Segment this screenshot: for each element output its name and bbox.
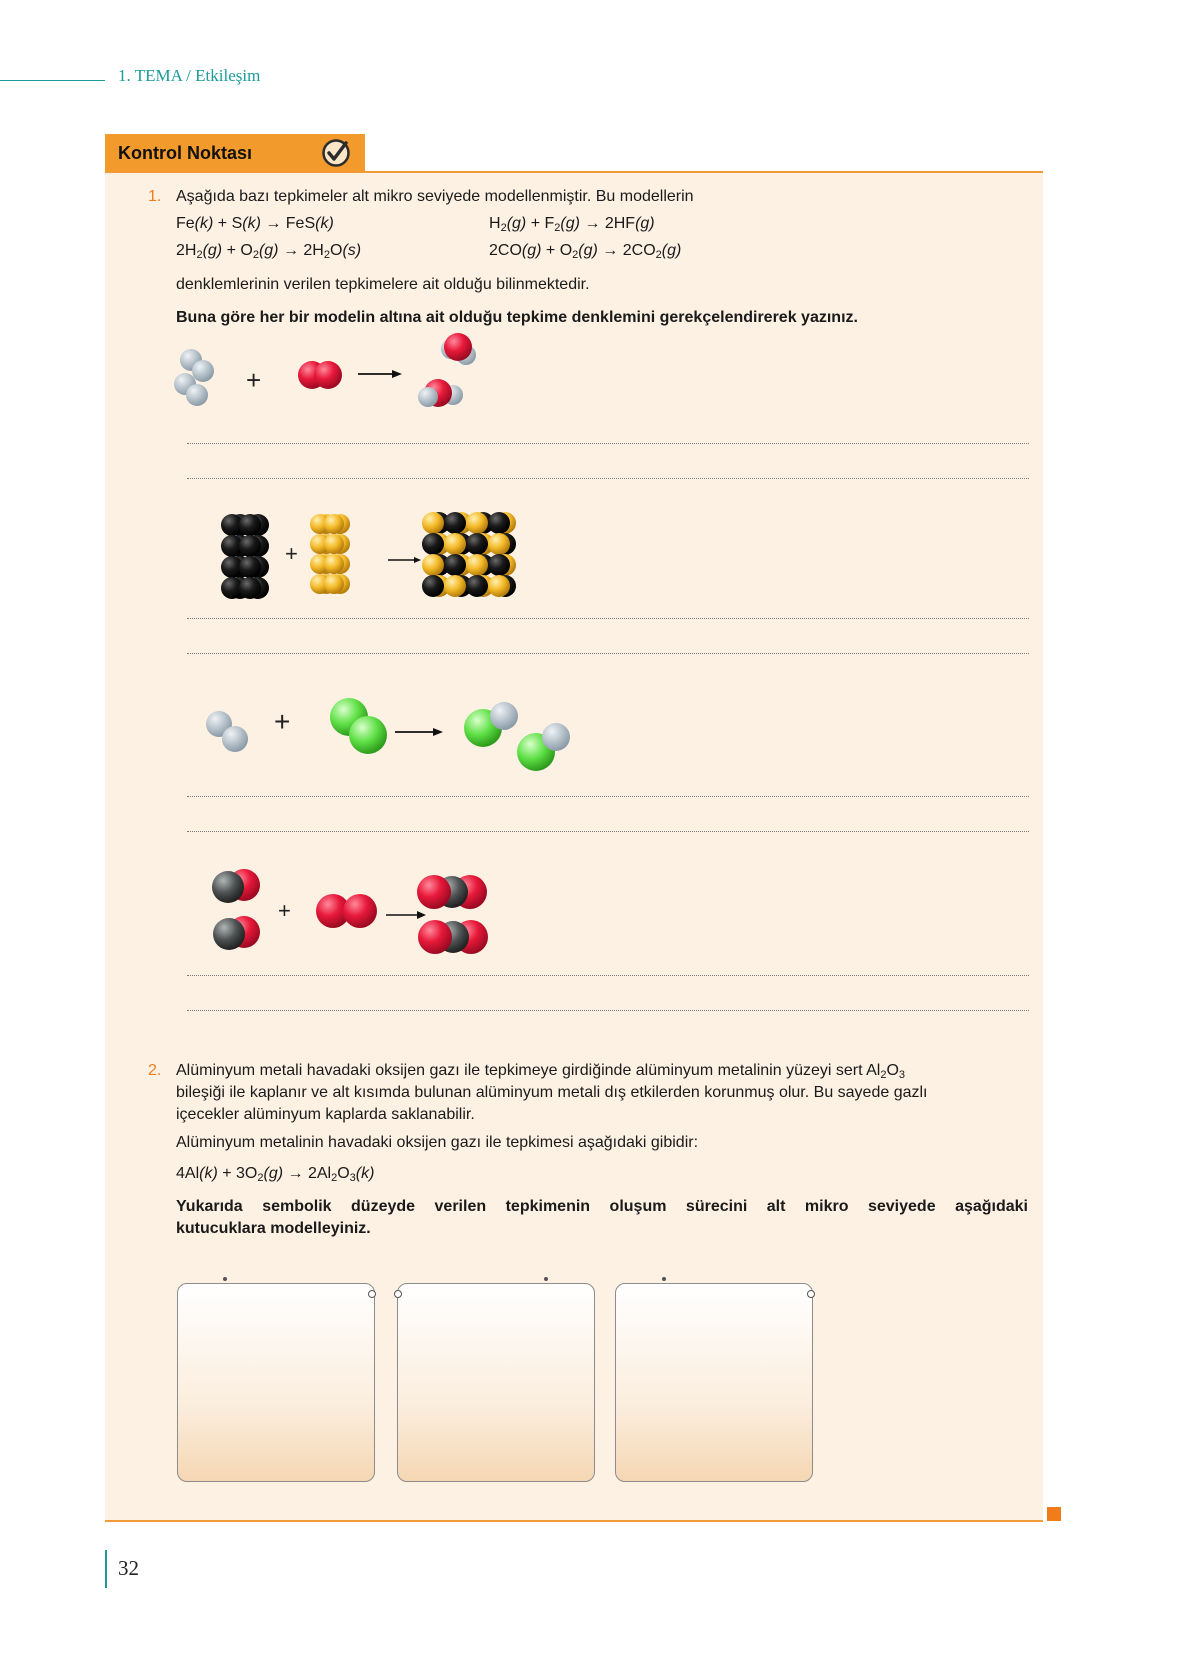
plus-sign: +: [274, 706, 291, 737]
iron-atom: [488, 512, 510, 534]
reaction-arrow: [388, 557, 421, 563]
answer-line-4b[interactable]: [187, 1010, 1029, 1011]
header-rule: [0, 80, 105, 81]
model-3: [200, 697, 580, 772]
iron-atom: [422, 575, 444, 597]
hf-molecule-b: [517, 723, 570, 771]
q1-number: 1.: [148, 188, 162, 205]
answer-line-1b[interactable]: [187, 478, 1029, 479]
q1-equation-2: $H_2(g) + F_2(g) \to 2HF(g)$: [489, 215, 655, 234]
model-1: [170, 345, 510, 435]
model-2: [218, 513, 538, 608]
chapter-header: 1. TEMA / Etkileşim: [118, 66, 261, 85]
sulfur-atom: [488, 533, 510, 555]
plus-sign: +: [278, 898, 291, 923]
box-2-pin: [544, 1277, 548, 1281]
box-2-ring: [394, 1290, 402, 1298]
reaction-arrow: [386, 911, 426, 919]
panel-bottom-rule: [105, 1520, 1043, 1522]
model-box-2[interactable]: [397, 1283, 595, 1482]
sulfur-atom: [444, 533, 466, 555]
q2-instruction-line-2: kutucuklara modelleyiniz.: [176, 1220, 371, 1237]
sulfur-atom: [324, 554, 344, 574]
q1-equation-3: $2H_2(g) + O_2(g) \to 2H_2O(s)$: [176, 242, 362, 261]
o2-molecule: [316, 894, 377, 928]
iron-atom: [239, 514, 261, 536]
co2-molecule-b: [418, 920, 488, 954]
end-marker: [1047, 1507, 1061, 1521]
box-3-ring: [807, 1290, 815, 1298]
answer-line-4a[interactable]: [187, 975, 1029, 976]
q1-intro: Aşağıda bazı tepkimeler alt mikro seviyede modellenmiştir. Bu modellerin: [176, 188, 694, 205]
check-circle-icon: [320, 137, 352, 169]
iron-atom: [422, 533, 444, 555]
iron-atom: [239, 535, 261, 557]
sulfur-atom: [444, 575, 466, 597]
sulfur-atom: [466, 554, 488, 576]
section-tab: [105, 134, 365, 172]
hf-molecule-a: [464, 702, 518, 747]
q1-equation-4: $2CO(g) + O_2(g) \to 2CO_2(g)$: [489, 242, 682, 261]
model-box-3[interactable]: [615, 1283, 813, 1482]
iron-atom: [488, 554, 510, 576]
q1-instruction: Buna göre her bir modelin altına ait olduğu tepkime denklemini gerekçelendirerek yazınız.: [176, 309, 858, 326]
box-1-ring: [368, 1290, 376, 1298]
iron-sulfide-lattice: [422, 512, 516, 597]
answer-line-2b[interactable]: [187, 653, 1029, 654]
sulfur-atom: [422, 554, 444, 576]
q2-equation: $4Al(k) + 3O_2(g) \to 2Al_2O_3(k)$: [176, 1165, 375, 1184]
box-3-pin: [662, 1277, 666, 1281]
answer-line-2a[interactable]: [187, 618, 1029, 619]
q1-outro: denklemlerinin verilen tepkimelere ait olduğu bilinmektedir.: [176, 276, 590, 293]
h2o-molecule-b: [418, 379, 463, 407]
sulfur-atom: [422, 512, 444, 534]
page-number: 32: [118, 1556, 139, 1580]
iron-lattice: [221, 514, 269, 599]
reaction-arrow: [358, 370, 402, 378]
iron-atom: [466, 575, 488, 597]
q2-paragraph-line-1: Alüminyum metali havadaki oksijen gazı ile tepkimeye girdiğinde alüminyum metalinin yüzeyi sert $Al_2O_3$: [176, 1062, 906, 1081]
iron-atom: [444, 554, 466, 576]
co-molecule-b: [213, 916, 260, 950]
iron-atom: [239, 577, 261, 599]
sulfur-atom: [488, 575, 510, 597]
reaction-arrow: [395, 728, 443, 736]
co2-molecule-a: [417, 875, 487, 909]
sulfur-atom: [466, 512, 488, 534]
box-1-pin: [223, 1277, 227, 1281]
iron-atom: [466, 533, 488, 555]
sulfur-atom: [324, 534, 344, 554]
page-number-rule: [105, 1550, 107, 1588]
sulfur-atom: [324, 574, 344, 594]
co-molecule-a: [212, 869, 260, 903]
q2-paragraph-2: Alüminyum metalinin havadaki oksijen gazı ile tepkimesi aşağıdaki gibidir:: [176, 1134, 699, 1151]
model-box-1[interactable]: [177, 1283, 375, 1482]
q2-number: 2.: [148, 1062, 162, 1079]
answer-line-3a[interactable]: [187, 796, 1029, 797]
iron-atom: [444, 512, 466, 534]
h2-molecule: [206, 711, 248, 752]
section-title: Kontrol Noktası: [118, 143, 253, 163]
q2-paragraph-line-3: içecekler alüminyum kaplarda saklanabilir.: [176, 1106, 475, 1123]
answer-line-3b[interactable]: [187, 831, 1029, 832]
model-4: [208, 868, 508, 958]
sulfur-atom: [324, 514, 344, 534]
o2-molecule: [298, 361, 342, 389]
plus-sign: +: [246, 365, 262, 395]
q1-equation-1: Fe(k) + S(k) → FeS(k): [176, 215, 334, 232]
sulfur-lattice: [310, 514, 350, 594]
answer-line-1a[interactable]: [187, 443, 1029, 444]
iron-atom: [239, 556, 261, 578]
q2-instruction-line-1: Yukarıda sembolik düzeyde verilen tepkimenin oluşum sürecini alt mikro seviyede aşağıdaki: [176, 1198, 1028, 1215]
plus-sign: +: [285, 541, 298, 566]
f2-molecule: [330, 698, 387, 754]
q2-paragraph-line-2: bileşiği ile kaplanır ve alt kısımda bulunan alüminyum metali dış etkilerden korunmuş olur. Bu sayede gazlı: [176, 1084, 928, 1101]
